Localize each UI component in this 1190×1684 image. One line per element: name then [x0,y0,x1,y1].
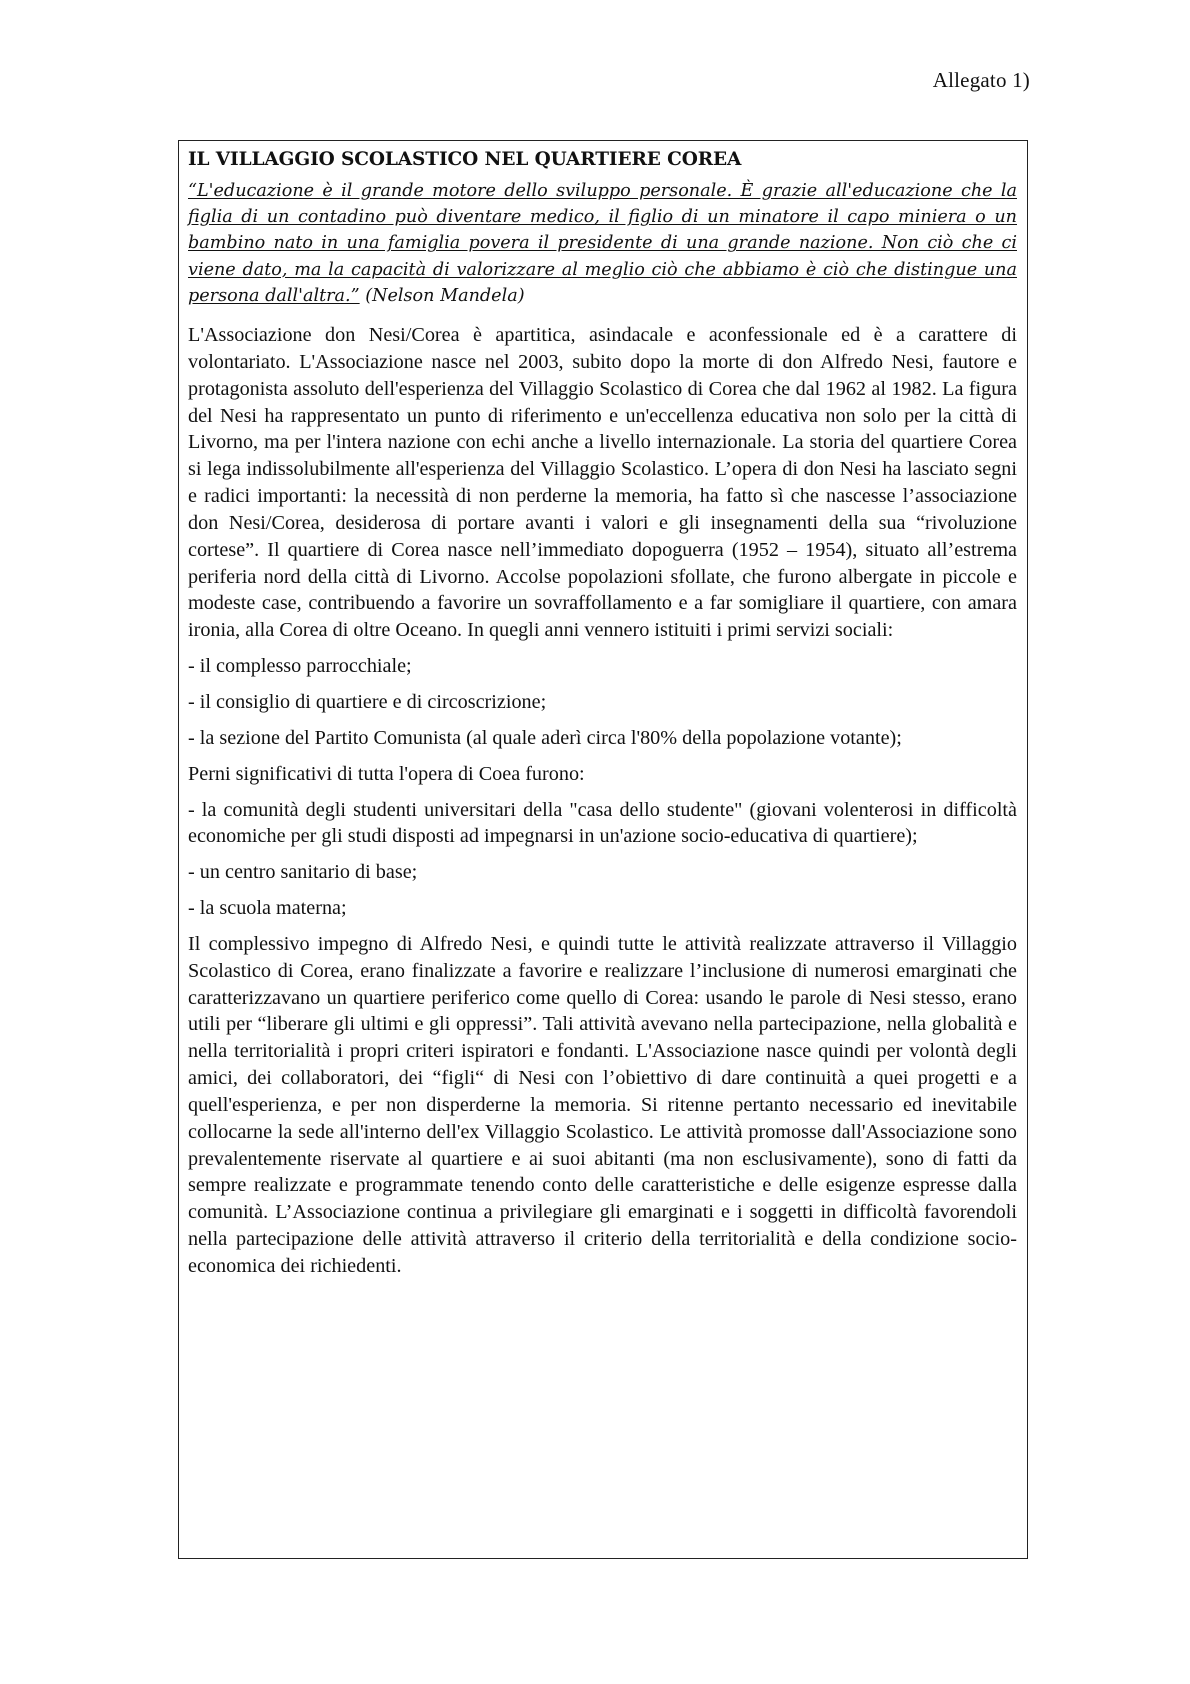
quote-author: (Nelson Mandela) [365,285,525,306]
service-item-parish: - il complesso parrocchiale; [188,655,412,678]
pillar-item-kindergarten: - la scuola materna; [188,897,347,920]
pillar-item-student-house: - la comunità degli studenti universitari della "casa dello studente" (giovani volenterosi in difficoltà economiche per gli studi disposti ad impegnarsi in un'azione socio-educativa di quartiere); [188,798,1017,848]
attachment-label: Allegato 1) [932,68,1030,92]
document-title: IL VILLAGGIO SCOLASTICO NEL QUARTIERE COREA [188,149,742,170]
quote-text: “L'educazione è il grande motore dello sviluppo personale. È grazie all'educazione che la figlia di un contadino può diventare medico, il figlio di un minatore il capo miniera o un bambino nato in una famiglia povera il presidente di una grande nazione. Non ciò che ci viene dato, ma la capacità di valorizzare al meglio ciò che abbiamo è ciò che distingue una persona dall'altra.” [188,181,1017,306]
service-item-party-section: - la sezione del Partito Comunista (al quale aderì circa l'80% della popolazione votante); [188,726,902,749]
pillars-heading: Perni significativi di tutta l'opera di Coea furono: [188,762,585,785]
intro-paragraph: L'Associazione don Nesi/Corea è apartitica, asindacale e aconfessionale ed è a carattere di volontariato. L'Associazione nasce nel 2003, subito dopo la morte di don Alfredo Nesi, fautore e protagonista assoluto dell'esperienza del Villaggio Scolastico di Corea che dal 1962 al 1982. La figura del Nesi ha rappresentato un punto di riferimento e un'eccellenza educativa non solo per la città di Livorno, ma per l'intera nazione con echi anche a livello internazionale. La storia del quartiere Corea si lega indissolubilmente all'esperienza del Villaggio Scolastico. L’opera di don Nesi ha lasciato segni e radici importanti: la necessità di non perderne la memoria, ha fatto sì che nascesse l’associazione don Nesi/Corea, desiderosa di portare avanti i valori e gli insegnamenti della sua “rivoluzione cortese”. Il quartiere di Corea nasce nell’immediato dopoguerra (1952 – 1954), situato all’estrema periferia nord della città di Livorno. Accolse popolazioni sfollate, che furono albergate in piccole e modeste case, contribuendo a favorire un sovraffollamento e a far somigliare il quartiere, con amara ironia, alla Corea di oltre Oceano. In quegli anni vennero istituiti i primi servizi sociali: [188,324,1017,642]
pillar-item-health-center: - un centro sanitario di base; [188,861,418,884]
document-box [178,140,1028,1559]
mandela-quote [188,178,1017,309]
closing-paragraph: Il complessivo impegno di Alfredo Nesi, e quindi tutte le attività realizzate attraverso il Villaggio Scolastico di Corea, erano finalizzate a favorire e realizzare l’inclusione di numerosi emarginati che caratterizzavano un quartiere periferico come quello di Corea: usando le parole di Nesi stesso, erano utili per “liberare gli ultimi e gli oppressi”. Tali attività avevano nella partecipazione, nella globalità e nella territorialità i propri criteri ispiratori e fondanti. L'Associazione nasce quindi per volontà degli amici, dei collaboratori, dei “figli“ di Nesi con l’obiettivo di dare continuità a quei progetti e a quell'esperienza, e per non disperderne la memoria. Si ritenne pertanto necessario ed inevitabile collocarne la sede all'interno dell'ex Villaggio Scolastico. Le attività promosse dall'Associazione sono prevalentemente riservate al quartiere e ai suoi abitanti (ma non esclusivamente), sono di fatti da sempre realizzate e programmate tenendo conto delle caratteristiche e delle esigenze espresse dalla comunità. L’Associazione continua a privilegiare gli emarginati e i soggetti in difficoltà favorendoli nella partecipazione delle attività attraverso il criterio della territorialità e della condizione socio-economica dei richiedenti. [188,932,1017,1278]
service-item-council: - il consiglio di quartiere e di circoscrizione; [188,690,547,713]
